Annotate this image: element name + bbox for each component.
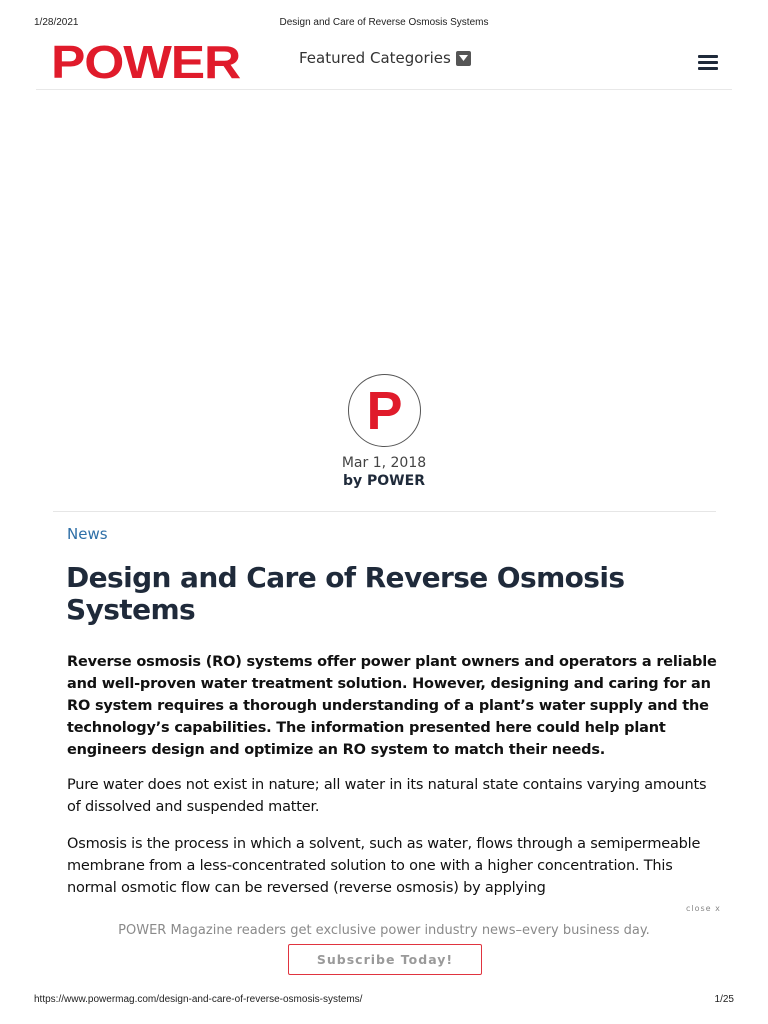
publish-date: Mar 1, 2018 [341,455,427,471]
article-paragraph: Osmosis is the process in which a solvent, such as water, flows through a semipermeable membrane from a less-concentrated solution to one with a higher concentration. This normal osmotic flow can be reversed (reverse osmosis) by applying [67,836,701,896]
hamburger-menu-icon[interactable] [698,55,718,71]
article-paragraph: Pure water does not exist in nature; all water in its natural state contains varying amounts of dissolved and suspended matter. [67,777,707,815]
close-promo-button[interactable]: close x [686,904,721,913]
print-date: 1/28/2021 [34,17,79,28]
byline[interactable]: by POWER [343,473,425,489]
author-avatar-letter: P [366,380,403,441]
page-number: 1/25 [714,994,734,1005]
power-logo[interactable]: POWER [51,36,241,88]
author-avatar [348,374,421,447]
print-url: https://www.powermag.com/design-and-care-of-reverse-osmosis-systems/ [34,994,363,1005]
featured-categories-dropdown[interactable] [299,49,471,67]
subscribe-button[interactable]: Subscribe Today! [288,944,482,975]
print-footer [0,994,768,1008]
print-title: Design and Care of Reverse Osmosis Systems [279,17,489,28]
site-header [36,36,732,90]
divider [53,511,716,512]
article-title: Design and Care of Reverse Osmosis Systems [66,561,625,626]
article-intro: Reverse osmosis (RO) systems offer power plant owners and operators a reliable and well-proven water treatment solution. However, designing and caring for an RO system requires a thorough understanding of a plant’s water supply and the technology’s capabilities. The information presented here could help plant engineers design and optimize an RO system to match their needs. [67,654,717,758]
category-link[interactable]: News [67,525,108,543]
caret-down-icon [456,51,471,66]
featured-categories-label: Featured Categories [299,49,451,67]
promo-text: POWER Magazine readers get exclusive power industry news–every business day. [118,923,650,938]
print-header [0,17,768,31]
